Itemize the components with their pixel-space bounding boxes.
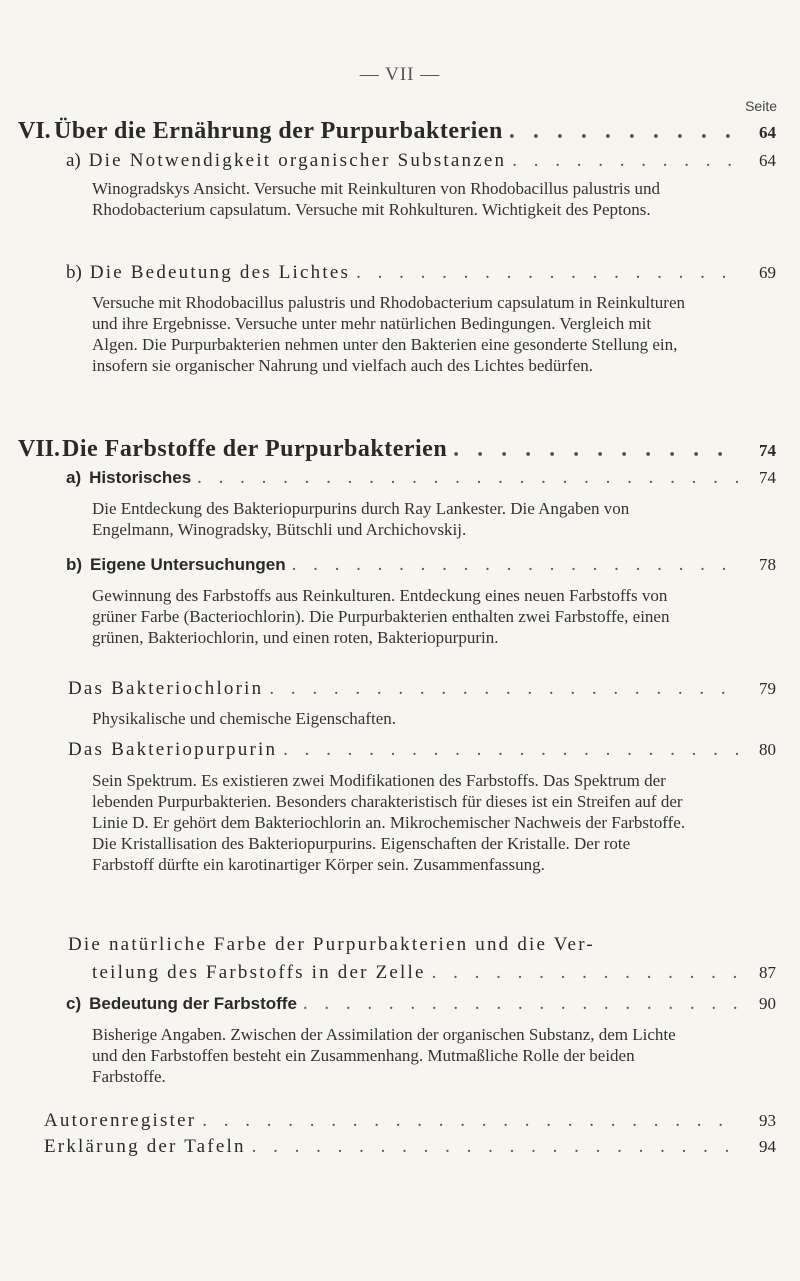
- section-title: Die Notwendigkeit organischer Substanzen: [88, 150, 507, 171]
- toc-entry-vi-b[interactable]: [66, 262, 776, 284]
- toc-entry-tafeln[interactable]: [44, 1136, 776, 1158]
- section-title: Bedeutung der Farbstoffe: [89, 994, 297, 1013]
- section-title: teilung des Farbstoffs in der Zelle: [92, 962, 426, 983]
- page-ref: 74: [759, 468, 776, 487]
- page-ref: 90: [759, 994, 776, 1013]
- section-label: a): [66, 468, 82, 487]
- page-ref: 94: [759, 1137, 776, 1156]
- section-description: Physikalische und chemische Eigenschaften.: [92, 709, 397, 728]
- leader-dots: [356, 262, 740, 284]
- toc-entry-bakteriopurpurin[interactable]: [68, 739, 776, 761]
- chapter-number: VII.: [18, 436, 61, 462]
- toc-entry-vii-b[interactable]: [66, 554, 776, 576]
- section-title: Autorenregister: [44, 1110, 197, 1131]
- section-description: Gewinnung des Farbstoffs aus Reinkulturen. Entdeckung eines neuen Farbstoffs von grüner Farbe (Bacteriochlorin). Die Purpurbakterien enthalten zwei Farbstoffe, einen grünen, Bakteriochlorin, und einen roten, Bakteriopurpurin.: [92, 586, 670, 647]
- leader-dots: [432, 962, 740, 984]
- leader-dots: [202, 1110, 740, 1132]
- page-ref: 74: [759, 441, 776, 460]
- toc-entry-autorenregister[interactable]: [44, 1110, 776, 1132]
- toc-entry-vi-a[interactable]: [66, 150, 776, 172]
- section-label: c): [66, 994, 82, 1013]
- section-description: Versuche mit Rhodobacillus palustris und Rhodobacterium capsulatum in Reinkulturen und ihre Ergebnisse. Versuche unter mehr natürlichen Bedingungen. Vergleich mit Algen. Die Purpurbakterien nehmen unter den Bakterien eine gesonderte Stellung ein, insofern sie organischer Nahrung und vielfach auch des Lichtes bedürfen.: [92, 293, 686, 375]
- toc-entry-chapter-vi[interactable]: [18, 118, 776, 145]
- section-title: Die Bedeutung des Lichtes: [89, 262, 351, 283]
- section-description: Bisherige Angaben. Zwischen der Assimilation der organischen Substanz, dem Lichte und den Farbstoffen besteht ein Zusammenhang. Mutmaßliche Rolle der beiden Farbstoffe.: [92, 1025, 676, 1086]
- chapter-title: Über die Ernährung der Purpurbakterien: [54, 118, 503, 144]
- seite-label: Seite: [745, 98, 777, 114]
- section-label: b): [66, 555, 83, 574]
- toc-entry-vii-a[interactable]: [66, 467, 776, 489]
- section-description: Die Entdeckung des Bakteriopurpurins durch Ray Lankester. Die Angaben von Engelmann, Winogradsky, Bütschli und Archichovskij.: [92, 499, 630, 539]
- page-ref: 87: [759, 963, 776, 982]
- section-title: Erklärung der Tafeln: [44, 1136, 246, 1157]
- section-label: b): [66, 262, 82, 283]
- toc-entry-vii-c[interactable]: [66, 993, 776, 1015]
- section-title: Das Bakteriochlorin: [68, 678, 264, 699]
- page-ref: 78: [759, 555, 776, 574]
- chapter-title: Die Farbstoffe der Purpurbakterien: [62, 436, 448, 462]
- leader-dots: [512, 150, 740, 172]
- section-description: Sein Spektrum. Es existieren zwei Modifikationen des Farbstoffs. Das Spektrum der lebenden Purpurbakterien. Besonders charakteristisch für dieses ist ein Streifen auf der Linie D. Er gehört dem Bakteriochlorin an. Mikrochemischer Nachweis der Farbstoffe. Die Kristallisation des Bakteriopurpurins. Eigenschaften der Kristalle. Der rote Farbstoff dürfte ein karotinartiger Körper sein. Zusammenfassung.: [92, 771, 686, 874]
- leader-dots: [292, 554, 740, 576]
- page-number: — VII —: [359, 64, 441, 85]
- page-ref: 93: [759, 1111, 776, 1130]
- leader-dots: [303, 993, 740, 1015]
- section-title: Historisches: [89, 468, 192, 487]
- toc-entry-bakteriochlorin[interactable]: [68, 678, 776, 700]
- page-ref: 69: [759, 263, 776, 282]
- section-title: Eigene Untersuchungen: [90, 555, 286, 574]
- leader-dots: [252, 1136, 740, 1158]
- section-label: a): [66, 150, 81, 171]
- leader-dots: [453, 436, 740, 463]
- page-ref: 64: [759, 123, 776, 142]
- toc-entry-natuerliche-farbe[interactable]: [92, 962, 776, 984]
- leader-dots: [269, 678, 740, 700]
- leader-dots: [283, 739, 740, 761]
- toc-entry-natuerliche-farbe-line1[interactable]: Die natürliche Farbe der Purpurbakterien und die Ver-: [68, 934, 595, 955]
- leader-dots: [509, 118, 740, 145]
- section-title: Das Bakteriopurpurin: [68, 739, 278, 760]
- chapter-number: VI.: [18, 118, 51, 144]
- leader-dots: [197, 467, 740, 489]
- page-ref: 80: [759, 740, 776, 759]
- page-ref: 64: [759, 151, 776, 170]
- section-description: Winogradskys Ansicht. Versuche mit Reinkulturen von Rhodobacillus palustris und Rhodobacterium capsulatum. Versuche mit Rohkulturen. Wichtigkeit des Peptons.: [92, 179, 660, 219]
- page-ref: 79: [759, 679, 776, 698]
- toc-entry-chapter-vii[interactable]: [18, 436, 776, 463]
